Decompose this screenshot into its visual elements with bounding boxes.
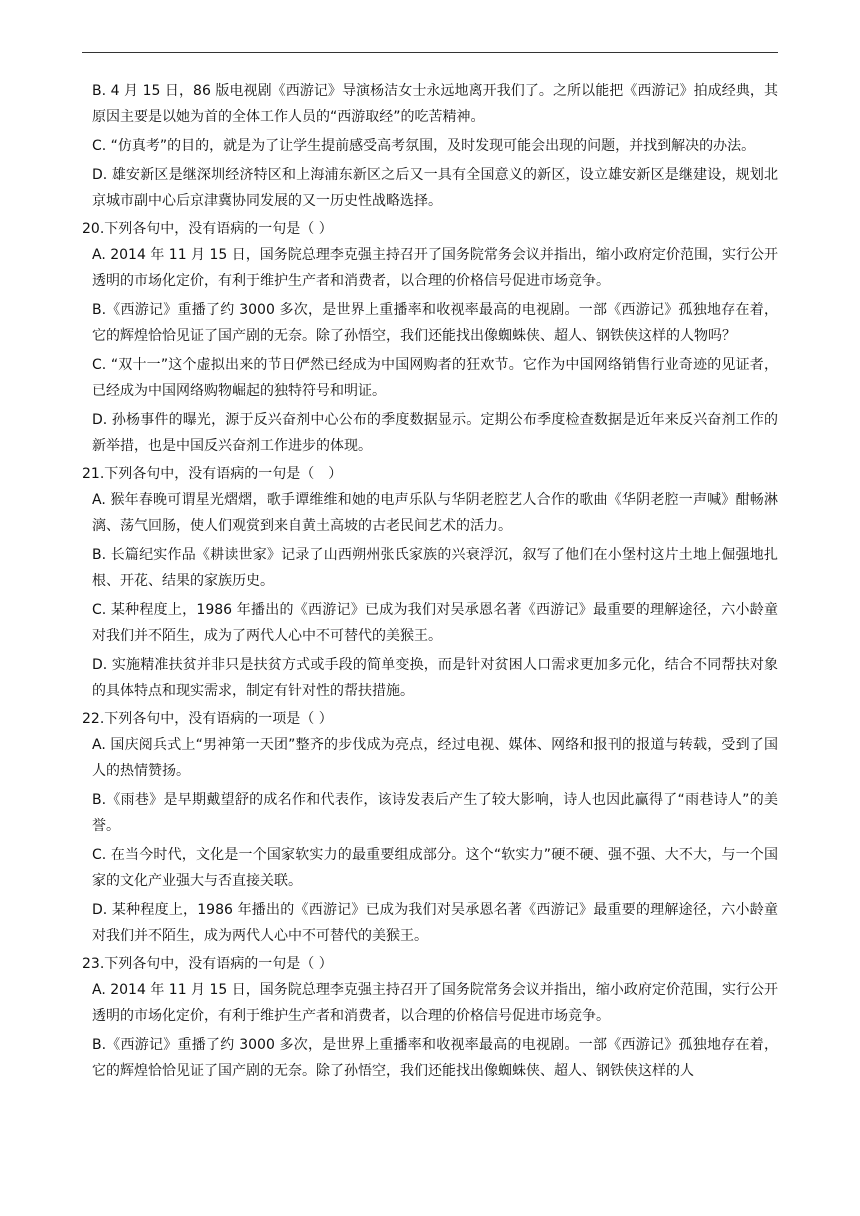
option-a: A. 2014 年 11 月 15 日，国务院总理李克强主持召开了国务院常务会议并指出，缩小政府定价范围，实行公开透明的市场化定价，有利于维护生产者和消费者，以合理的价格信号促进市场竞争。 (92, 247, 778, 289)
option-d: D. 雄安新区是继深圳经济特区和上海浦东新区之后又一具有全国意义的新区，设立雄安新区是继建设，规划北京城市副中心后京津冀协同发展的又一历史性战略选择。 (92, 167, 778, 209)
question-20 (82, 217, 778, 459)
question-stem: 20.下列各句中，没有语病的一句是（ ） (82, 221, 333, 237)
option-b: B.《雨巷》是早期戴望舒的成名作和代表作，该诗发表后产生了较大影响，诗人也因此赢得了“雨巷诗人”的美誉。 (92, 792, 778, 834)
option-a: A. 猴年春晚可谓星光熠熠，歌手谭维维和她的电声乐队与华阴老腔艺人合作的歌曲《华阴老腔一声喊》酣畅淋漓、荡气回肠，使人们观赏到来自黄土高坡的古老民间艺术的活力。 (92, 492, 778, 534)
question-stem: 23.下列各句中，没有语病的一句是（ ） (82, 956, 333, 972)
question-stem: 21.下列各句中，没有语病的一句是（ ） (82, 466, 343, 482)
option-b: B. 4 月 15 日，86 版电视剧《西游记》导演杨洁女士永远地离开我们了。之所以能把《西游记》拍成经典，其原因主要是以她为首的全体工作人员的“西游取经”的吃苦精神。 (92, 83, 778, 125)
question-23 (82, 952, 778, 1084)
option-a: A. 2014 年 11 月 15 日，国务院总理李克强主持召开了国务院常务会议并指出，缩小政府定价范围，实行公开透明的市场化定价，有利于维护生产者和消费者，以合理的价格信号促进市场竞争。 (92, 982, 778, 1024)
option-c: C. “双十一”这个虚拟出来的节日俨然已经成为中国网购者的狂欢节。它作为中国网络销售行业奇迹的见证者，已经成为中国网络购物崛起的独特符号和明证。 (92, 357, 778, 399)
option-d: D. 实施精准扶贫并非只是扶贫方式或手段的简单变换，而是针对贫困人口需求更加多元化，结合不同帮扶对象的具体特点和现实需求，制定有针对性的帮扶措施。 (92, 657, 778, 699)
continued-options (82, 78, 778, 214)
option-c: C. 在当今时代，文化是一个国家软实力的最重要组成部分。这个“软实力”硬不硬、强不强、大不大，与一个国家的文化产业强大与否直接关联。 (92, 847, 778, 889)
header-rule (82, 52, 778, 53)
option-c: C. 某种程度上，1986 年播出的《西游记》已成为我们对吴承恩名著《西游记》最重要的理解途径，六小龄童对我们并不陌生，成为了两代人心中不可替代的美猴王。 (92, 602, 778, 644)
option-b: B.《西游记》重播了约 3000 多次，是世界上重播率和收视率最高的电视剧。一部《西游记》孤独地存在着，它的辉煌恰恰见证了国产剧的无奈。除了孙悟空，我们还能找出像蜘蛛侠、超人、钢铁侠这样的人物吗？ (92, 302, 778, 344)
document-body (82, 78, 778, 1087)
option-c: C. “仿真考”的目的，就是为了让学生提前感受高考氛围，及时发现可能会出现的问题，并找到解决的办法。 (92, 138, 756, 154)
question-stem: 22.下列各句中，没有语病的一项是（ ） (82, 711, 333, 727)
question-22 (82, 707, 778, 949)
option-b: B. 长篇纪实作品《耕读世家》记录了山西朔州张氏家族的兴衰浮沉，叙写了他们在小堡村这片土地上倔强地扎根、开花、结果的家族历史。 (92, 547, 778, 589)
option-d: D. 某种程度上，1986 年播出的《西游记》已成为我们对吴承恩名著《西游记》最重要的理解途径，六小龄童对我们并不陌生，成为两代人心中不可替代的美猴王。 (92, 902, 778, 944)
option-d: D. 孙杨事件的曝光，源于反兴奋剂中心公布的季度数据显示。定期公布季度检查数据是近年来反兴奋剂工作的新举措，也是中国反兴奋剂工作进步的体现。 (92, 412, 778, 454)
option-b: B.《西游记》重播了约 3000 多次，是世界上重播率和收视率最高的电视剧。一部《西游记》孤独地存在着，它的辉煌恰恰见证了国产剧的无奈。除了孙悟空，我们还能找出像蜘蛛侠、超人、钢铁侠这样的人 (92, 1037, 778, 1079)
question-21 (82, 462, 778, 704)
option-a: A. 国庆阅兵式上“男神第一天团”整齐的步伐成为亮点，经过电视、媒体、网络和报刊的报道与转载，受到了国人的热情赞扬。 (92, 737, 778, 779)
